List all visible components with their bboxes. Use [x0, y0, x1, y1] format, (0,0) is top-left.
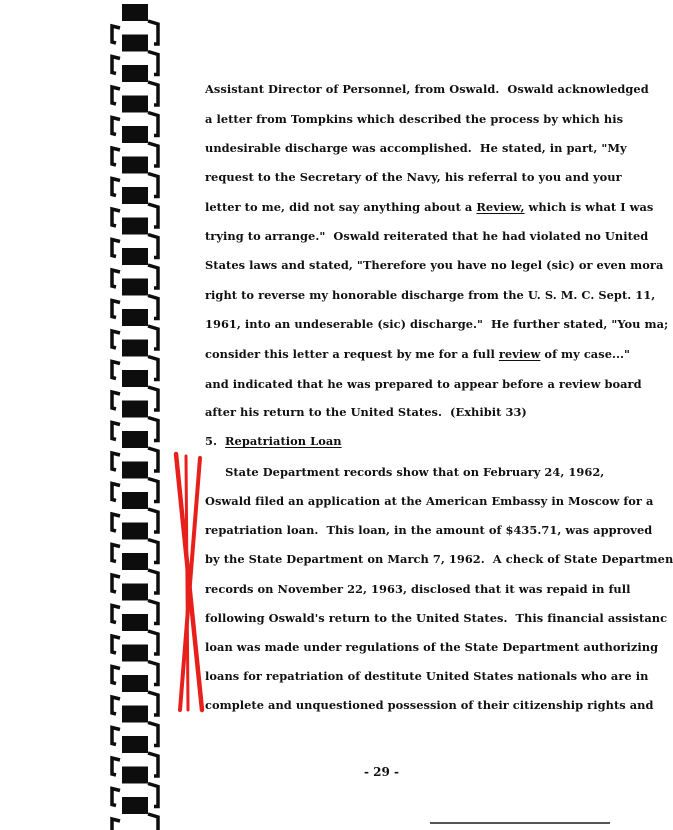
- text-line: [205, 523, 652, 537]
- text-segment: following Oswald's return to the United States. This financial assistanc: [205, 611, 668, 625]
- text-line: [205, 347, 630, 361]
- text-line: [205, 317, 668, 331]
- text-line: [205, 698, 654, 712]
- text-segment: which is what I was: [524, 200, 654, 214]
- text-line: [205, 669, 648, 683]
- page-number: - 29 -: [364, 765, 400, 779]
- section-heading: [205, 434, 342, 448]
- text-segment: Oswald filed an application at the American Embassy in Moscow for a: [205, 494, 654, 508]
- text-line: [205, 494, 653, 508]
- text-line: [205, 112, 623, 126]
- text-line: [205, 82, 649, 96]
- text-segment: State Department records show that on February 24, 1962,: [205, 465, 605, 479]
- text-line: [205, 141, 627, 155]
- text-segment: complete and unquestioned possession of their citizenship rights and: [205, 698, 654, 712]
- text-segment: 5.: [205, 434, 226, 448]
- text-segment: loan was made under regulations of the State Department authorizing: [205, 640, 659, 654]
- text-segment: undesirable discharge was accomplished. He stated, in part, "My: [205, 141, 627, 155]
- footer-rule: [430, 822, 610, 824]
- text-line: [205, 258, 663, 272]
- text-segment: Assistant Director of Personnel, from Oswald. Oswald acknowledged: [205, 82, 649, 96]
- text-segment: repatriation loan. This loan, in the amount of $435.71, was approved: [205, 523, 653, 537]
- text-segment: 1961, into an undeserable (sic) discharge." He further stated, "You ma;: [205, 317, 669, 331]
- text-line: [205, 288, 655, 302]
- text-segment: request to the Secretary of the Navy, his referral to you and your: [205, 170, 622, 184]
- text-line: [205, 552, 673, 566]
- text-segment: by the State Department on March 7, 1962. A check of State Departmen: [205, 552, 673, 566]
- text-segment: records on November 22, 1963, disclosed that it was repaid in full: [205, 582, 631, 596]
- text-line: [205, 640, 658, 654]
- text-segment: trying to arrange." Oswald reiterated that he had violated no United: [205, 229, 649, 243]
- text-line: [205, 465, 604, 479]
- text-segment: States laws and stated, "Therefore you have no legel (sic) or even mora: [205, 258, 664, 272]
- text-line: [205, 200, 653, 214]
- text-segment: and indicated that he was prepared to appear before a review board: [205, 377, 642, 391]
- underlined-text: review: [498, 347, 541, 361]
- text-segment: right to reverse my honorable discharge from the U. S. M. C. Sept. 11,: [205, 288, 656, 302]
- text-segment: of my case...": [540, 347, 631, 361]
- text-line: [205, 170, 622, 184]
- text-line: [205, 405, 527, 419]
- text-line: [205, 611, 667, 625]
- underlined-text: Repatriation Loan: [225, 434, 342, 448]
- text-segment: a letter from Tompkins which described the process by which his: [205, 112, 624, 126]
- text-segment: loans for repatriation of destitute United States nationals who are in: [205, 669, 649, 683]
- text-segment: consider this letter a request by me for a full: [205, 347, 499, 361]
- underlined-text: Review,: [476, 200, 525, 214]
- text-line: [205, 229, 648, 243]
- text-line: [205, 377, 642, 391]
- text-segment: after his return to the United States. (Exhibit 33): [205, 405, 527, 419]
- text-segment: letter to me, did not say anything about a: [205, 200, 477, 214]
- text-line: [205, 582, 630, 596]
